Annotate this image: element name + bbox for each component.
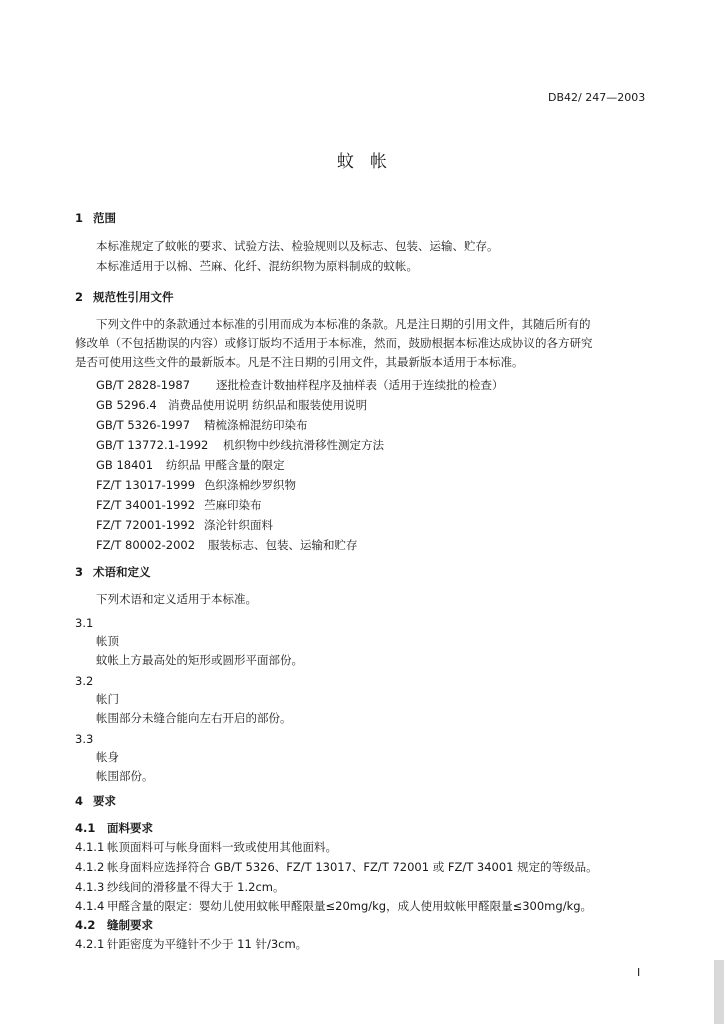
term-name: 帐顶 — [96, 634, 119, 648]
clause-text: 针距密度为平缝针不少于 11 针/3cm。 — [107, 937, 308, 951]
reference-code: FZ/T 34001-1992 — [96, 498, 196, 512]
document-number: DB42/ 247—2003 — [548, 91, 646, 104]
reference-title: 精梳涤棉混纺印染布 — [204, 418, 308, 432]
reference-code: FZ/T 13017-1999 — [96, 478, 196, 492]
reference-item — [96, 499, 262, 513]
reference-title: 机织物中纱线抗滑移性测定方法 — [223, 438, 384, 452]
reference-item — [96, 459, 285, 473]
clause-number: 4.1 — [75, 821, 96, 835]
paragraph: 下列文件中的条款通过本标准的引用而成为本标准的条款。凡是注日期的引用文件，其随后所有的 — [96, 317, 591, 331]
clause-number: 4.2.1 — [75, 937, 105, 951]
reference-title: 涤沦针织面料 — [204, 518, 273, 532]
clause — [75, 900, 592, 914]
clause-text: 缝制要求 — [107, 918, 153, 932]
page-number: I — [637, 966, 641, 979]
reference-code: GB/T 13772.1-1992 — [96, 438, 209, 452]
clause-heading — [75, 822, 153, 836]
clause-text: 帐顶面料可与帐身面料一致或使用其他面料。 — [107, 840, 337, 854]
section-title: 术语和定义 — [93, 565, 151, 579]
reference-title: 服装标志、包装、运输和贮存 — [208, 538, 358, 552]
section-number: 3 — [75, 565, 84, 579]
reference-title: 色织涤棉纱罗织物 — [204, 478, 296, 492]
reference-item — [96, 519, 273, 533]
reference-code: FZ/T 80002-2002 — [96, 538, 196, 552]
clause — [75, 861, 598, 875]
section-2-heading — [75, 291, 174, 305]
clause-number: 4.1.3 — [75, 880, 105, 894]
reference-code: FZ/T 72001-1992 — [96, 518, 196, 532]
section-title: 规范性引用文件 — [93, 290, 174, 304]
clause-number: 4.2 — [75, 918, 96, 932]
term-definition: 帐围部分未缝合能向左右开启的部份。 — [96, 711, 292, 725]
section-number: 2 — [75, 290, 84, 304]
reference-item — [96, 439, 384, 453]
clause-text: 帐身面料应选择符合 GB/T 5326、FZ/T 13017、FZ/T 72001 或 FZ/T 34001 规定的等级品。 — [107, 860, 598, 874]
reference-item — [96, 379, 504, 393]
reference-title: 纺织品 甲醛含量的限定 — [166, 458, 285, 472]
paragraph: 本标准适用于以棉、苎麻、化纤、混纺织物为原料制成的蚊帐。 — [96, 259, 418, 273]
clause-text: 纱线间的滑移量不得大于 1.2cm。 — [107, 880, 285, 894]
term-name: 帐门 — [96, 692, 119, 706]
reference-code: GB/T 2828-1987 — [96, 378, 191, 392]
reference-code: GB/T 5326-1997 — [96, 418, 191, 432]
paragraph-continued: 是否可使用这些文件的最新版本。凡是不注日期的引用文件，其最新版本适用于本标准。 — [75, 355, 524, 369]
reference-item — [96, 399, 367, 413]
section-1-heading — [75, 212, 116, 226]
clause-heading — [75, 919, 153, 933]
term-definition: 蚊帐上方最高处的矩形或圆形平面部份。 — [96, 653, 303, 667]
section-title: 要求 — [93, 794, 116, 808]
reference-item — [96, 539, 358, 553]
paragraph: 本标准规定了蚊帐的要求、试验方法、检验规则以及标志、包装、运输、贮存。 — [96, 239, 499, 253]
section-number: 4 — [75, 794, 84, 808]
section-number: 1 — [75, 211, 84, 225]
section-3-heading — [75, 566, 151, 580]
clause-number: 4.1.4 — [75, 899, 105, 913]
reference-code: GB 18401 — [96, 458, 154, 472]
term-name: 帐身 — [96, 750, 119, 764]
section-title: 范围 — [93, 211, 116, 225]
clause-number: 4.1.1 — [75, 840, 105, 854]
term-number: 3.1 — [75, 616, 94, 630]
page-title: 蚊帐 — [337, 152, 403, 172]
clause — [75, 938, 307, 952]
reference-item — [96, 419, 308, 433]
reference-title: 逐批检查计数抽样程序及抽样表（适用于连续批的检查） — [216, 378, 504, 392]
paragraph: 下列术语和定义适用于本标准。 — [96, 592, 257, 606]
reference-code: GB 5296.4 — [96, 398, 157, 412]
term-number: 3.3 — [75, 732, 94, 746]
clause — [75, 841, 337, 855]
term-number: 3.2 — [75, 674, 94, 688]
clause-number: 4.1.2 — [75, 860, 105, 874]
section-4-heading — [75, 795, 116, 809]
clause-text: 面料要求 — [107, 821, 153, 835]
reference-title: 消费品使用说明 纺织品和服装使用说明 — [168, 398, 368, 412]
reference-title: 苎麻印染布 — [204, 498, 262, 512]
scan-edge-shadow — [714, 960, 724, 1024]
term-definition: 帐围部份。 — [96, 769, 154, 783]
clause — [75, 881, 284, 895]
reference-item — [96, 479, 296, 493]
paragraph-continued: 修改单（不包括勘误的内容）或修订版均不适用于本标准，然而，鼓励根据本标准达成协议的各方研究 — [75, 336, 593, 350]
clause-text: 甲醛含量的限定：婴幼儿使用蚊帐甲醛限量≤20mg/kg，成人使用蚊帐甲醛限量≤300mg/kg。 — [107, 899, 593, 913]
